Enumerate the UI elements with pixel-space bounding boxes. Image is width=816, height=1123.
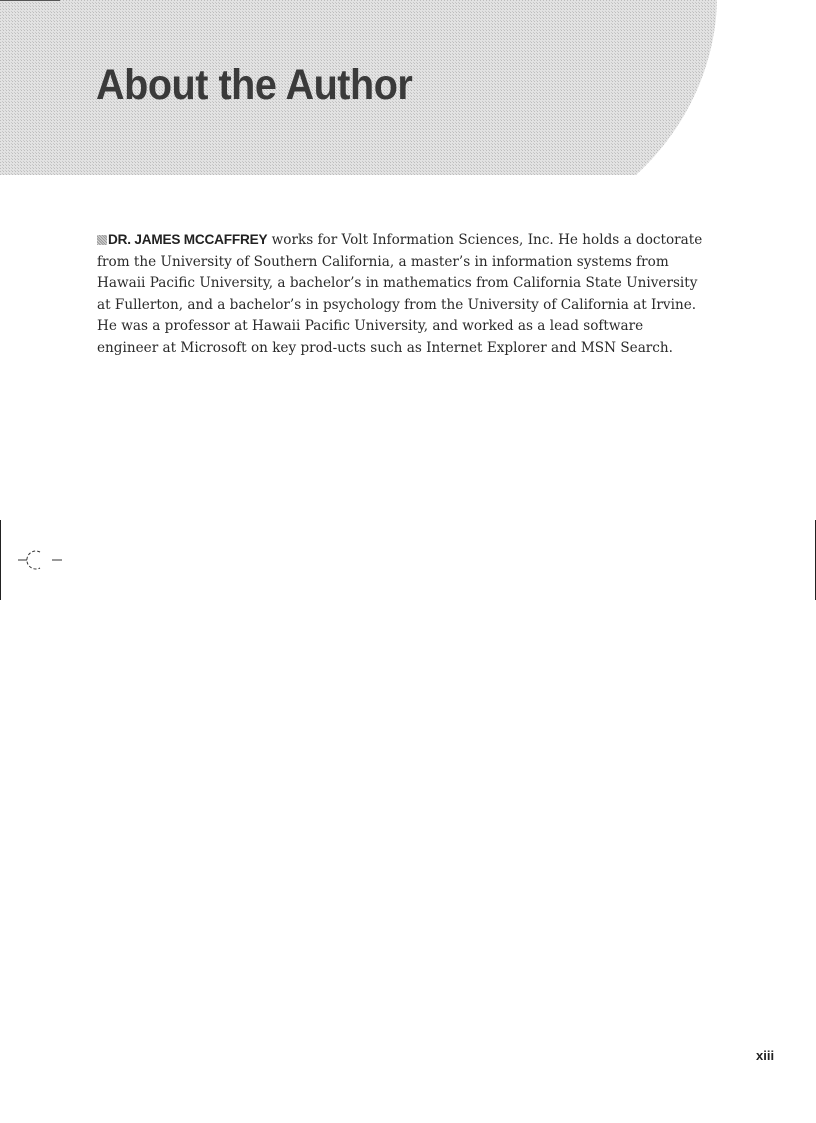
page-number: xiii [756, 1048, 775, 1063]
bullet-marker-icon [97, 235, 107, 245]
author-bio-text: works for Volt Information Sciences, Inc. He holds a doctorate from the University of Southern California, a master’s in information systems from Hawaii Pacific University, a bachelor’s in mathematics from California State University at Fullerton, and a bachelor’s in psychology from the University of California at Irvine. He was a professor at Hawaii Pacific University, and worked as a lead software engineer at Microsoft on key prod-ucts such as Internet Explorer and MSN Search. [97, 232, 703, 356]
author-bio-paragraph [97, 229, 707, 360]
page-title: About the Author [96, 61, 413, 109]
left-crop-mark [0, 520, 1, 600]
registration-mark-icon [18, 548, 62, 572]
top-crop-rule [0, 0, 60, 1]
author-name: DR. JAMES MCCAFFREY [108, 232, 268, 247]
